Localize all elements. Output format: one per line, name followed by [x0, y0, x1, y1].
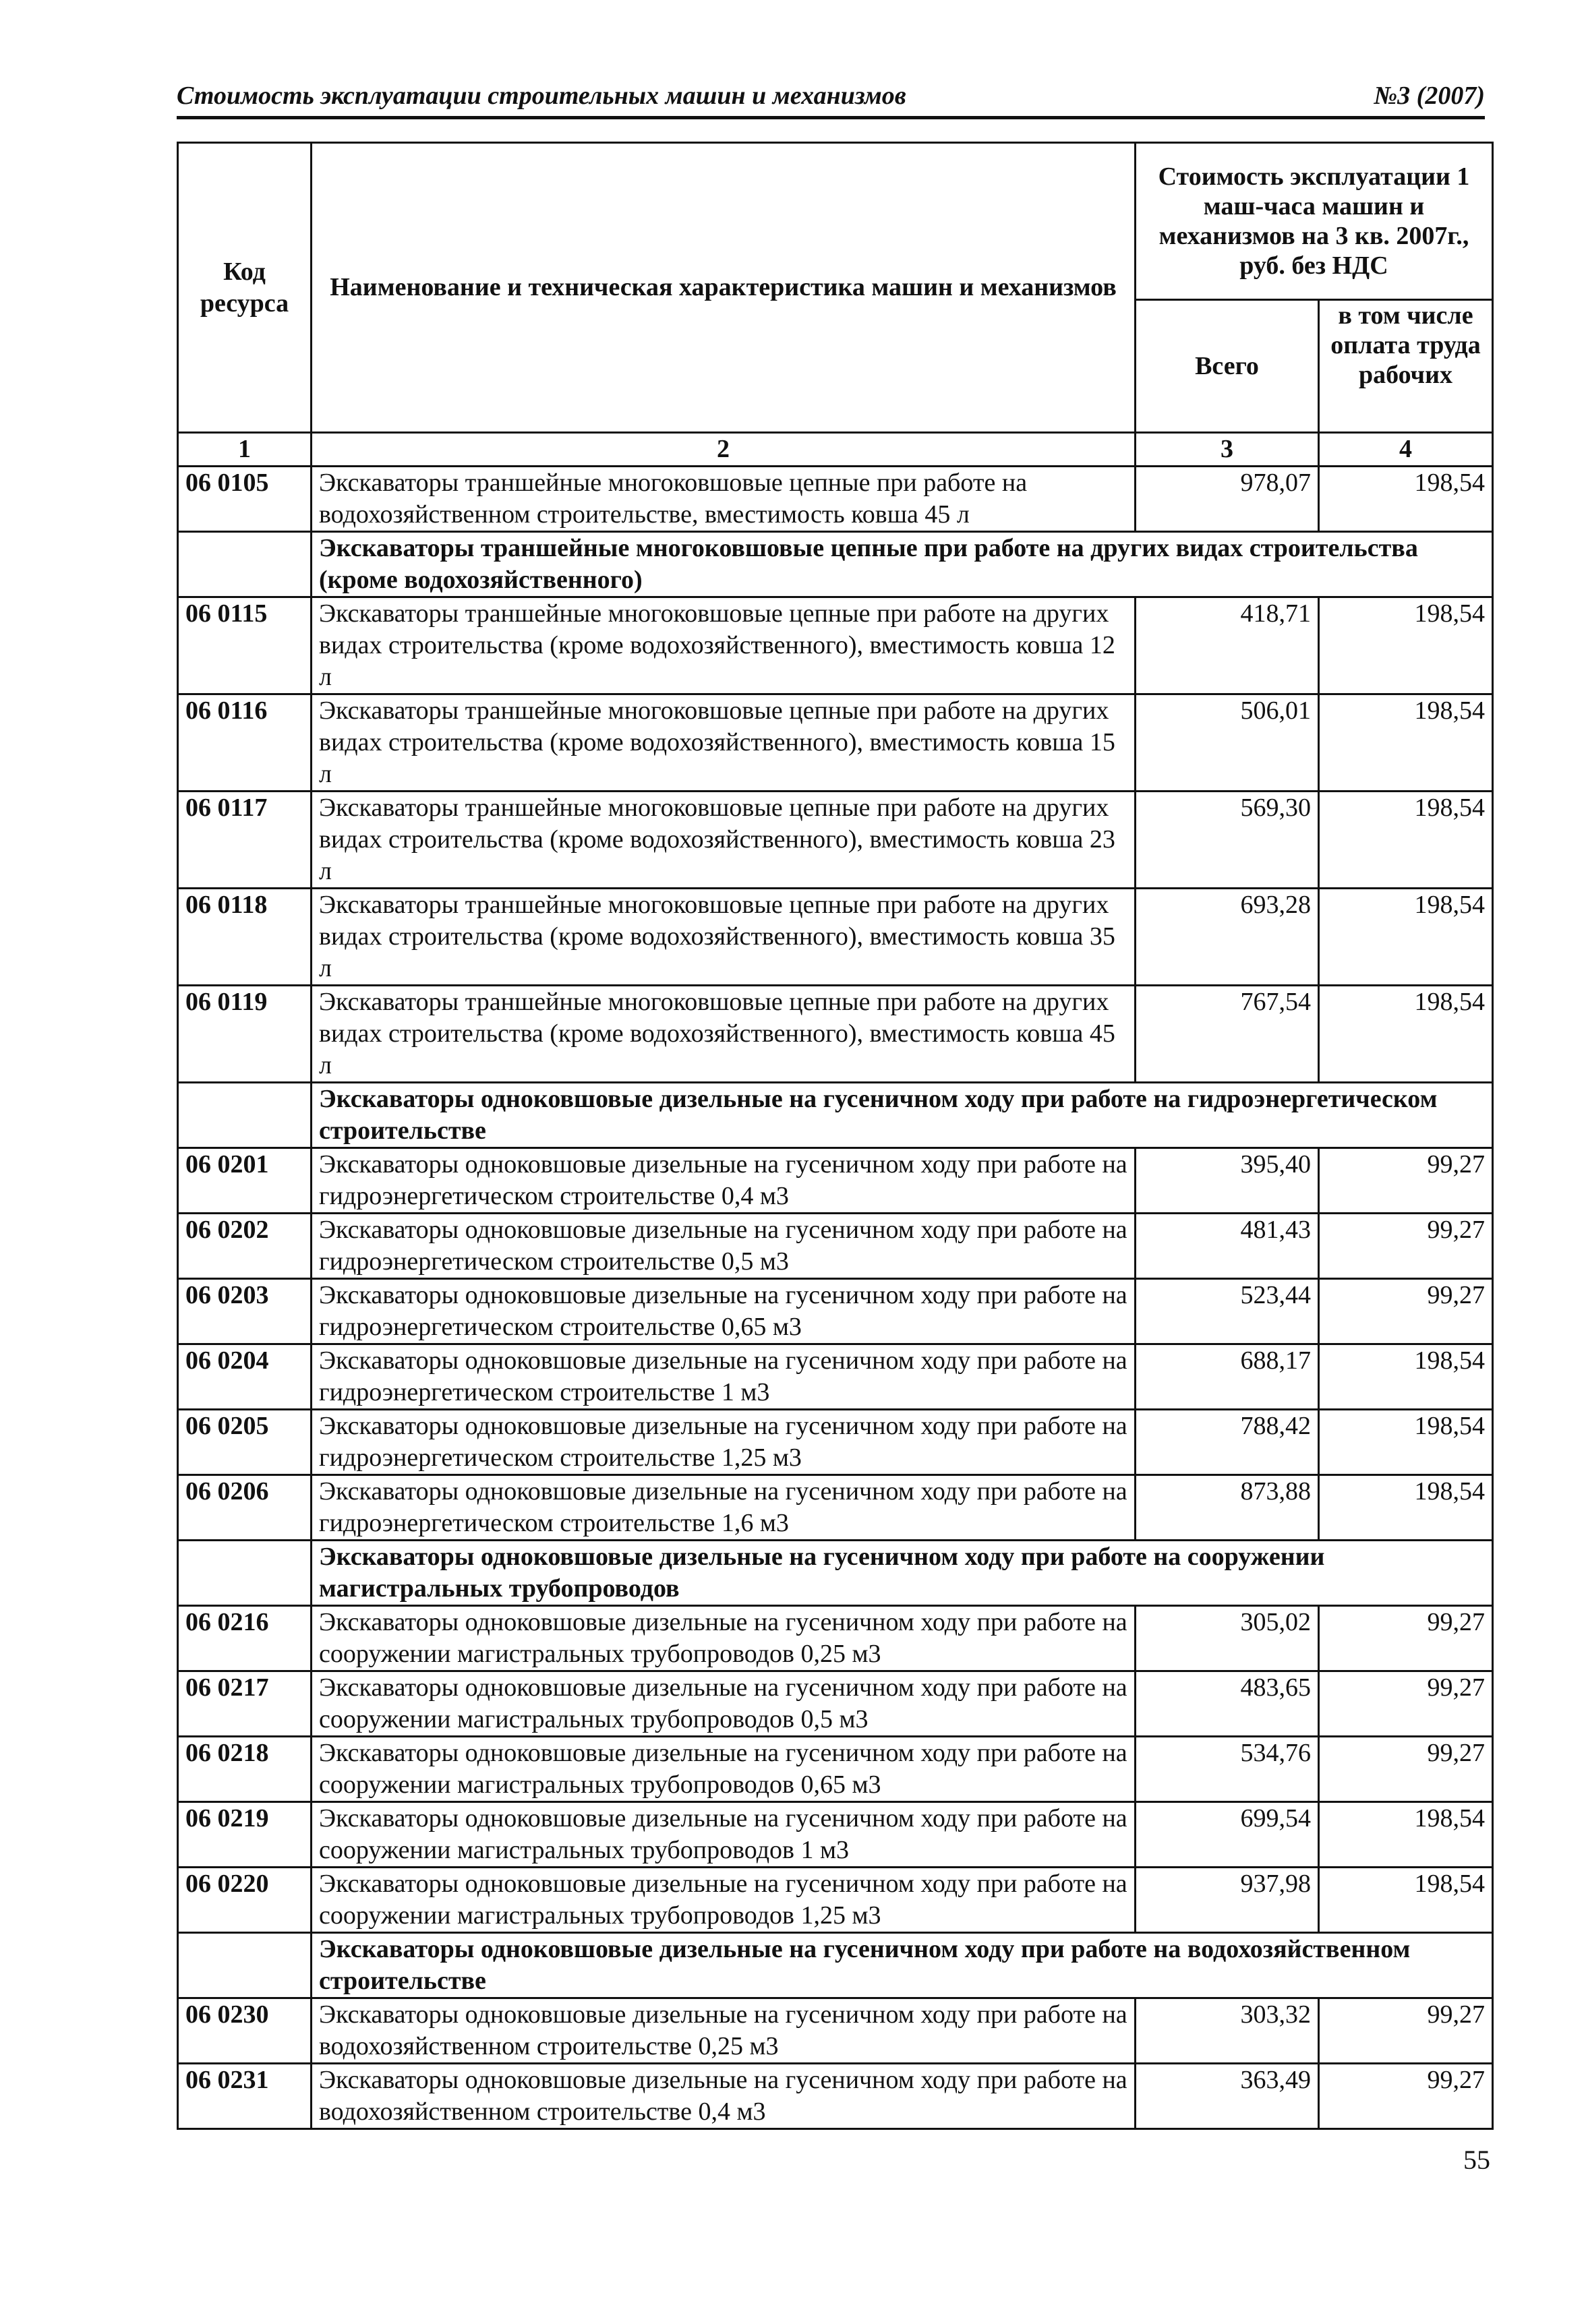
total-cost: 534,76	[1136, 1737, 1319, 1802]
machine-description: Экскаваторы одноковшовые дизельные на гусеничном ходу при работе на сооружении магистральных трубопроводов 1 м3	[312, 1802, 1136, 1868]
resource-code: 06 0205	[178, 1410, 312, 1475]
machine-description: Экскаваторы траншейные многоковшовые цепные при работе на других видах строительства (кроме водохозяйственного), вместимость ковша 23 л	[312, 792, 1136, 889]
labor-cost: 99,27	[1319, 1671, 1493, 1737]
total-cost: 767,54	[1136, 986, 1319, 1083]
machine-description: Экскаваторы одноковшовые дизельные на гусеничном ходу при работе на гидроэнергетическом строительстве 1 м3	[312, 1344, 1136, 1410]
total-cost: 418,71	[1136, 597, 1319, 694]
total-cost: 483,65	[1136, 1671, 1319, 1737]
table-row	[178, 597, 1493, 694]
resource-code: 06 0117	[178, 792, 312, 889]
header-labor-cost: в том числе оплата труда рабочих	[1319, 300, 1493, 433]
labor-cost: 198,54	[1319, 1344, 1493, 1410]
header-machine-name: Наименование и техническая характеристика машин и механизмов	[312, 143, 1136, 433]
resource-code: 06 0119	[178, 986, 312, 1083]
column-number: 1	[178, 433, 312, 467]
resource-code: 06 0230	[178, 1998, 312, 2064]
total-cost: 937,98	[1136, 1868, 1319, 1933]
total-cost: 395,40	[1136, 1148, 1319, 1214]
resource-code: 06 0217	[178, 1671, 312, 1737]
table-row	[178, 1148, 1493, 1214]
total-cost: 688,17	[1136, 1344, 1319, 1410]
table-row	[178, 1606, 1493, 1671]
labor-cost: 198,54	[1319, 1410, 1493, 1475]
machine-description: Экскаваторы одноковшовые дизельные на гусеничном ходу при работе на водохозяйственном строительстве 0,4 м3	[312, 2064, 1136, 2129]
table-row	[178, 1671, 1493, 1737]
machine-description: Экскаваторы траншейные многоковшовые цепные при работе на других видах строительства (кроме водохозяйственного), вместимость ковша 35 л	[312, 889, 1136, 986]
empty-code-cell	[178, 1541, 312, 1606]
header-total: Всего	[1136, 300, 1319, 433]
resource-code: 06 0115	[178, 597, 312, 694]
total-cost: 481,43	[1136, 1214, 1319, 1279]
table-row	[178, 889, 1493, 986]
resource-code: 06 0206	[178, 1475, 312, 1541]
running-header-title: Стоимость эксплуатации строительных машин и механизмов	[177, 82, 906, 110]
labor-cost: 198,54	[1319, 986, 1493, 1083]
labor-cost: 99,27	[1319, 1606, 1493, 1671]
resource-code: 06 0218	[178, 1737, 312, 1802]
labor-cost: 198,54	[1319, 1802, 1493, 1868]
resource-code: 06 0105	[178, 467, 312, 532]
total-cost: 523,44	[1136, 1279, 1319, 1344]
header-operating-cost: Стоимость эксплуатации 1 маш-часа машин и механизмов на 3 кв. 2007г., руб. без НДС	[1136, 143, 1493, 300]
table-row	[178, 1279, 1493, 1344]
labor-cost: 198,54	[1319, 1475, 1493, 1541]
total-cost: 363,49	[1136, 2064, 1319, 2129]
labor-cost: 99,27	[1319, 1279, 1493, 1344]
machine-description: Экскаваторы одноковшовые дизельные на гусеничном ходу при работе на гидроэнергетическом строительстве 1,25 м3	[312, 1410, 1136, 1475]
total-cost: 569,30	[1136, 792, 1319, 889]
empty-code-cell	[178, 1933, 312, 1998]
total-cost: 693,28	[1136, 889, 1319, 986]
table-row	[178, 792, 1493, 889]
resource-code: 06 0118	[178, 889, 312, 986]
total-cost: 873,88	[1136, 1475, 1319, 1541]
labor-cost: 198,54	[1319, 889, 1493, 986]
resource-code: 06 0116	[178, 694, 312, 792]
labor-cost: 198,54	[1319, 467, 1493, 532]
table-row	[178, 1998, 1493, 2064]
group-heading: Экскаваторы траншейные многоковшовые цепные при работе на других видах строительства (кроме водохозяйственного)	[312, 532, 1493, 597]
labor-cost: 99,27	[1319, 1148, 1493, 1214]
group-heading: Экскаваторы одноковшовые дизельные на гусеничном ходу при работе на сооружении магистральных трубопроводов	[312, 1541, 1493, 1606]
table-row	[178, 1475, 1493, 1541]
column-number: 4	[1319, 433, 1493, 467]
machine-cost-table	[177, 142, 1494, 2130]
machine-description: Экскаваторы одноковшовые дизельные на гусеничном ходу при работе на сооружении магистральных трубопроводов 0,65 м3	[312, 1737, 1136, 1802]
machine-description: Экскаваторы одноковшовые дизельные на гусеничном ходу при работе на сооружении магистральных трубопроводов 1,25 м3	[312, 1868, 1136, 1933]
labor-cost: 198,54	[1319, 694, 1493, 792]
total-cost: 303,32	[1136, 1998, 1319, 2064]
running-header	[177, 76, 1485, 119]
column-number: 3	[1136, 433, 1319, 467]
table-row	[178, 1344, 1493, 1410]
resource-code: 06 0202	[178, 1214, 312, 1279]
table-row	[178, 1410, 1493, 1475]
table-row	[178, 986, 1493, 1083]
total-cost: 699,54	[1136, 1802, 1319, 1868]
group-heading: Экскаваторы одноковшовые дизельные на гусеничном ходу при работе на гидроэнергетическом строительстве	[312, 1083, 1493, 1148]
group-heading: Экскаваторы одноковшовые дизельные на гусеничном ходу при работе на водохозяйственном строительстве	[312, 1933, 1493, 1998]
machine-description: Экскаваторы одноковшовые дизельные на гусеничном ходу при работе на сооружении магистральных трубопроводов 0,5 м3	[312, 1671, 1136, 1737]
machine-description: Экскаваторы одноковшовые дизельные на гусеничном ходу при работе на гидроэнергетическом строительстве 1,6 м3	[312, 1475, 1136, 1541]
labor-cost: 198,54	[1319, 597, 1493, 694]
empty-code-cell	[178, 1083, 312, 1148]
table-row	[178, 1737, 1493, 1802]
group-heading-row	[178, 1083, 1493, 1148]
labor-cost: 99,27	[1319, 1998, 1493, 2064]
table-row	[178, 694, 1493, 792]
resource-code: 06 0220	[178, 1868, 312, 1933]
total-cost: 788,42	[1136, 1410, 1319, 1475]
group-heading-row	[178, 1541, 1493, 1606]
total-cost: 305,02	[1136, 1606, 1319, 1671]
machine-description: Экскаваторы одноковшовые дизельные на гусеничном ходу при работе на гидроэнергетическом строительстве 0,5 м3	[312, 1214, 1136, 1279]
labor-cost: 198,54	[1319, 1868, 1493, 1933]
page-number: 55	[1463, 2145, 1490, 2175]
issue-number: №3 (2007)	[1374, 82, 1485, 110]
machine-description: Экскаваторы одноковшовые дизельные на гусеничном ходу при работе на сооружении магистральных трубопроводов 0,25 м3	[312, 1606, 1136, 1671]
machine-description: Экскаваторы траншейные многоковшовые цепные при работе на других видах строительства (кроме водохозяйственного), вместимость ковша 15 л	[312, 694, 1136, 792]
labor-cost: 99,27	[1319, 1737, 1493, 1802]
table-row	[178, 467, 1493, 532]
labor-cost: 198,54	[1319, 792, 1493, 889]
table-row	[178, 1868, 1493, 1933]
header-resource-code: Код ресурса	[178, 143, 312, 433]
group-heading-row	[178, 1933, 1493, 1998]
machine-description: Экскаваторы одноковшовые дизельные на гусеничном ходу при работе на водохозяйственном строительстве 0,25 м3	[312, 1998, 1136, 2064]
group-heading-row	[178, 532, 1493, 597]
resource-code: 06 0204	[178, 1344, 312, 1410]
table-body	[178, 467, 1493, 2129]
total-cost: 506,01	[1136, 694, 1319, 792]
table-row	[178, 1802, 1493, 1868]
resource-code: 06 0219	[178, 1802, 312, 1868]
column-number: 2	[312, 433, 1136, 467]
labor-cost: 99,27	[1319, 2064, 1493, 2129]
resource-code: 06 0201	[178, 1148, 312, 1214]
machine-description: Экскаваторы одноковшовые дизельные на гусеничном ходу при работе на гидроэнергетическом строительстве 0,65 м3	[312, 1279, 1136, 1344]
machine-description: Экскаваторы одноковшовые дизельные на гусеничном ходу при работе на гидроэнергетическом строительстве 0,4 м3	[312, 1148, 1136, 1214]
table-row	[178, 1214, 1493, 1279]
total-cost: 978,07	[1136, 467, 1319, 532]
resource-code: 06 0203	[178, 1279, 312, 1344]
labor-cost: 99,27	[1319, 1214, 1493, 1279]
empty-code-cell	[178, 532, 312, 597]
machine-description: Экскаваторы траншейные многоковшовые цепные при работе на других видах строительства (кроме водохозяйственного), вместимость ковша 12 л	[312, 597, 1136, 694]
column-number-row	[178, 433, 1493, 467]
machine-description: Экскаваторы траншейные многоковшовые цепные при работе на водохозяйственном строительстве, вместимость ковша 45 л	[312, 467, 1136, 532]
resource-code: 06 0216	[178, 1606, 312, 1671]
machine-description: Экскаваторы траншейные многоковшовые цепные при работе на других видах строительства (кроме водохозяйственного), вместимость ковша 45 л	[312, 986, 1136, 1083]
resource-code: 06 0231	[178, 2064, 312, 2129]
table-row	[178, 2064, 1493, 2129]
